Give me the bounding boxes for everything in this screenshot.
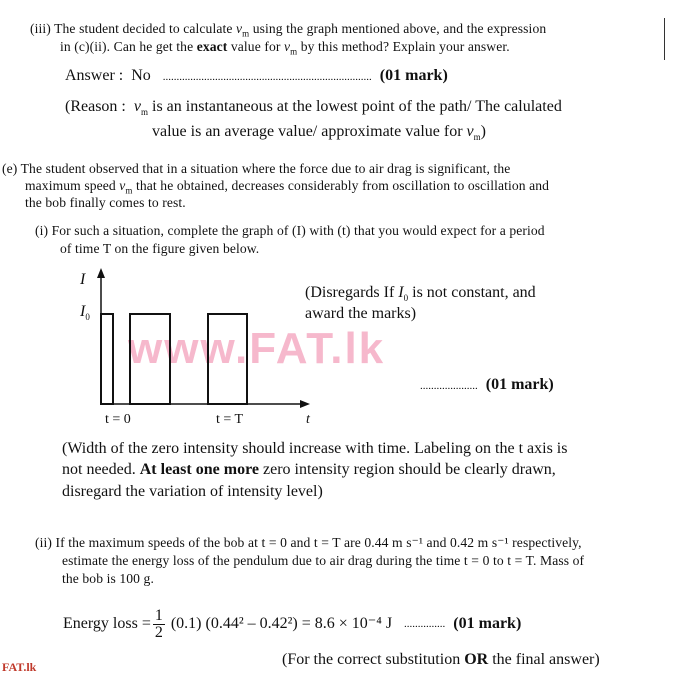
tick-tT: t = T — [216, 412, 244, 427]
graph-note-line2: award the marks) — [305, 305, 417, 322]
question-i-line1: (i) For such a situation, complete the graph of (I) with (t) that you would expect for a period — [35, 223, 545, 238]
comment-line1: (Width of the zero intensity should increase with time. Labeling on the t axis is — [62, 440, 568, 457]
y-axis-arrow-icon — [97, 268, 105, 278]
question-i-line2: of time T on the figure given below. — [60, 241, 260, 256]
mark-line-i: ..................... (01 mark) — [420, 376, 554, 393]
question-e-line3: the bob finally comes to rest. — [25, 195, 186, 210]
x-axis-arrow-icon — [300, 400, 310, 408]
level-label: $I_0$ — [80, 303, 90, 323]
footer-brand: FAT.lk — [2, 660, 37, 674]
y-axis-label: I — [80, 271, 86, 288]
graph-note-line1: (Disregards If $I_0$ is not constant, and — [305, 284, 536, 304]
intensity-pulse — [101, 314, 113, 404]
question-iii-line2: in (c)(ii). Can he get the exact value for $v_m$ by this method? Explain your answer. — [60, 39, 510, 57]
question-ii-line2: estimate the energy loss of the pendulum due to air drag during the time t = 0 to t = T. Mass of — [62, 553, 585, 568]
intensity-pulse — [208, 314, 247, 404]
energy-loss-line: Energy loss = $\frac{1}{2}$ (0.1) (0.44² – 0.42²) = 8.6 × 10⁻⁴ J ............... (01 mark) — [63, 607, 522, 641]
intensity-pulse — [130, 314, 170, 404]
question-ii-line3: the bob is 100 g. — [62, 571, 154, 586]
answer-line: Answer : No ............................................................................ (01 mark) — [65, 67, 448, 84]
question-iii-line1: (iii) The student decided to calculate $v_m$ using the graph mentioned above, and the expression — [30, 21, 547, 39]
reason-line2: value is an average value/ approximate value for $v_m$) — [152, 123, 486, 143]
comment-line2: not needed. At least one more zero intensity region should be clearly drawn, — [62, 461, 556, 478]
energy-note: (For the correct substitution OR the final answer) — [282, 651, 600, 668]
question-e-line1: (e) The student observed that in a situation where the force due to air drag is significant, the — [2, 161, 511, 176]
question-e-line2: maximum speed $v_m$ that he obtained, decreases considerably from oscillation to oscillation and — [25, 178, 550, 196]
tick-t0: t = 0 — [105, 412, 131, 427]
question-ii-line1: (ii) If the maximum speeds of the bob at t = 0 and t = T are 0.44 m s⁻¹ and 0.42 m s⁻¹ respectively, — [35, 535, 582, 550]
reason-line1: (Reason : $v_m$ is an instantaneous at the lowest point of the path/ The calulated — [65, 98, 562, 118]
fraction: $\frac{1}{2}$ — [154, 607, 163, 641]
watermark: www.FAT.lk — [128, 324, 386, 373]
x-axis-label: t — [306, 412, 310, 427]
comment-line3: disregard the variation of intensity level) — [62, 483, 323, 500]
